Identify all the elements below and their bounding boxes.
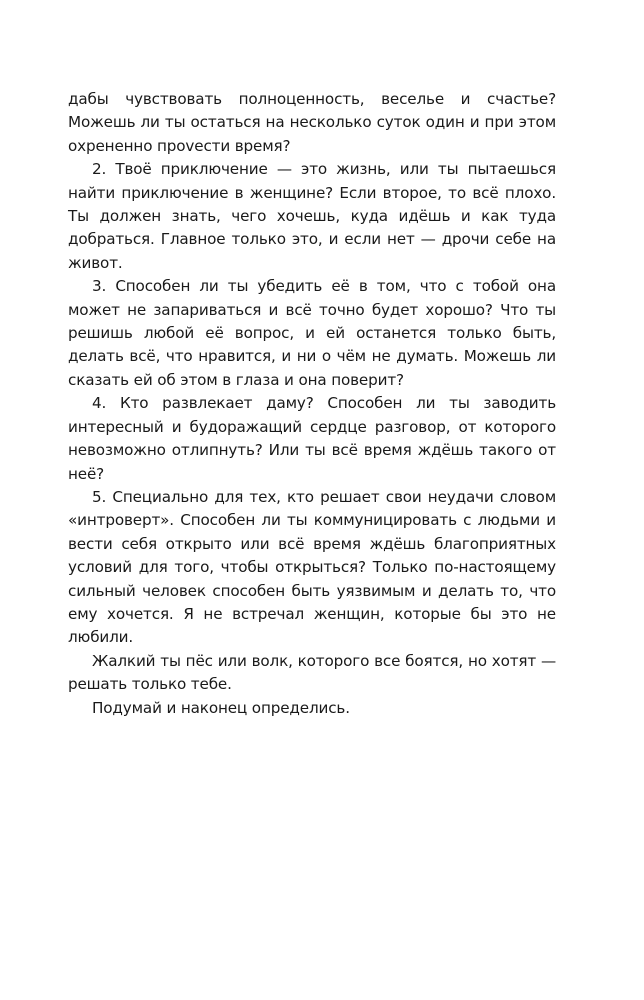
paragraph-point-3: 3. Способен ли ты убедить её в том, что с тобой она может не запариваться и всё точно будет хорошо? Что ты решишь любой её вопрос, и ей останется только быть, делать всё, что нравится, и ни о чём не думать. Можешь ли сказать ей об этом в глаза и она поверит? xyxy=(68,277,556,389)
paragraph-continuation: дабы чувствовать полноценность, веселье и счастье? Можешь ли ты остаться на несколько суток один и при этом охрененно проvести время? xyxy=(68,90,556,155)
paragraph-point-5: 5. Специально для тех, кто решает свои неудачи словом «интроверт». Способен ли ты коммуницировать с людьми и вести себя открыто или всё время ждёшь благоприятных условий для того, чтобы открыться? Только по-настоящему сильный человек способен быть уязвимым и делать то, что ему хочется. Я не встречал женщин, которые бы это не любили. xyxy=(68,487,556,647)
book-page-text xyxy=(68,88,556,720)
paragraph-wolf-or-dog: Жалкий ты пёс или волк, которого все боятся, но хотят — решать только тебе. xyxy=(68,651,556,694)
paragraph-point-2: 2. Твоё приключение — это жизнь, или ты пытаешься найти приключение в женщине? Если второе, то всё плохо. Ты должен знать, чего хочешь, куда идёшь и как туда добраться. Главное только это, и если нет — дрочи себе на живот. xyxy=(68,160,556,272)
paragraph-point-4: 4. Кто развлекает даму? Способен ли ты заводить интересный и будоражащий сердце разговор, от которого невозможно отлипнуть? Или ты всё время ждёшь такого от неё? xyxy=(68,394,556,483)
paragraph-conclusion: Подумай и наконец определись. xyxy=(92,698,350,717)
